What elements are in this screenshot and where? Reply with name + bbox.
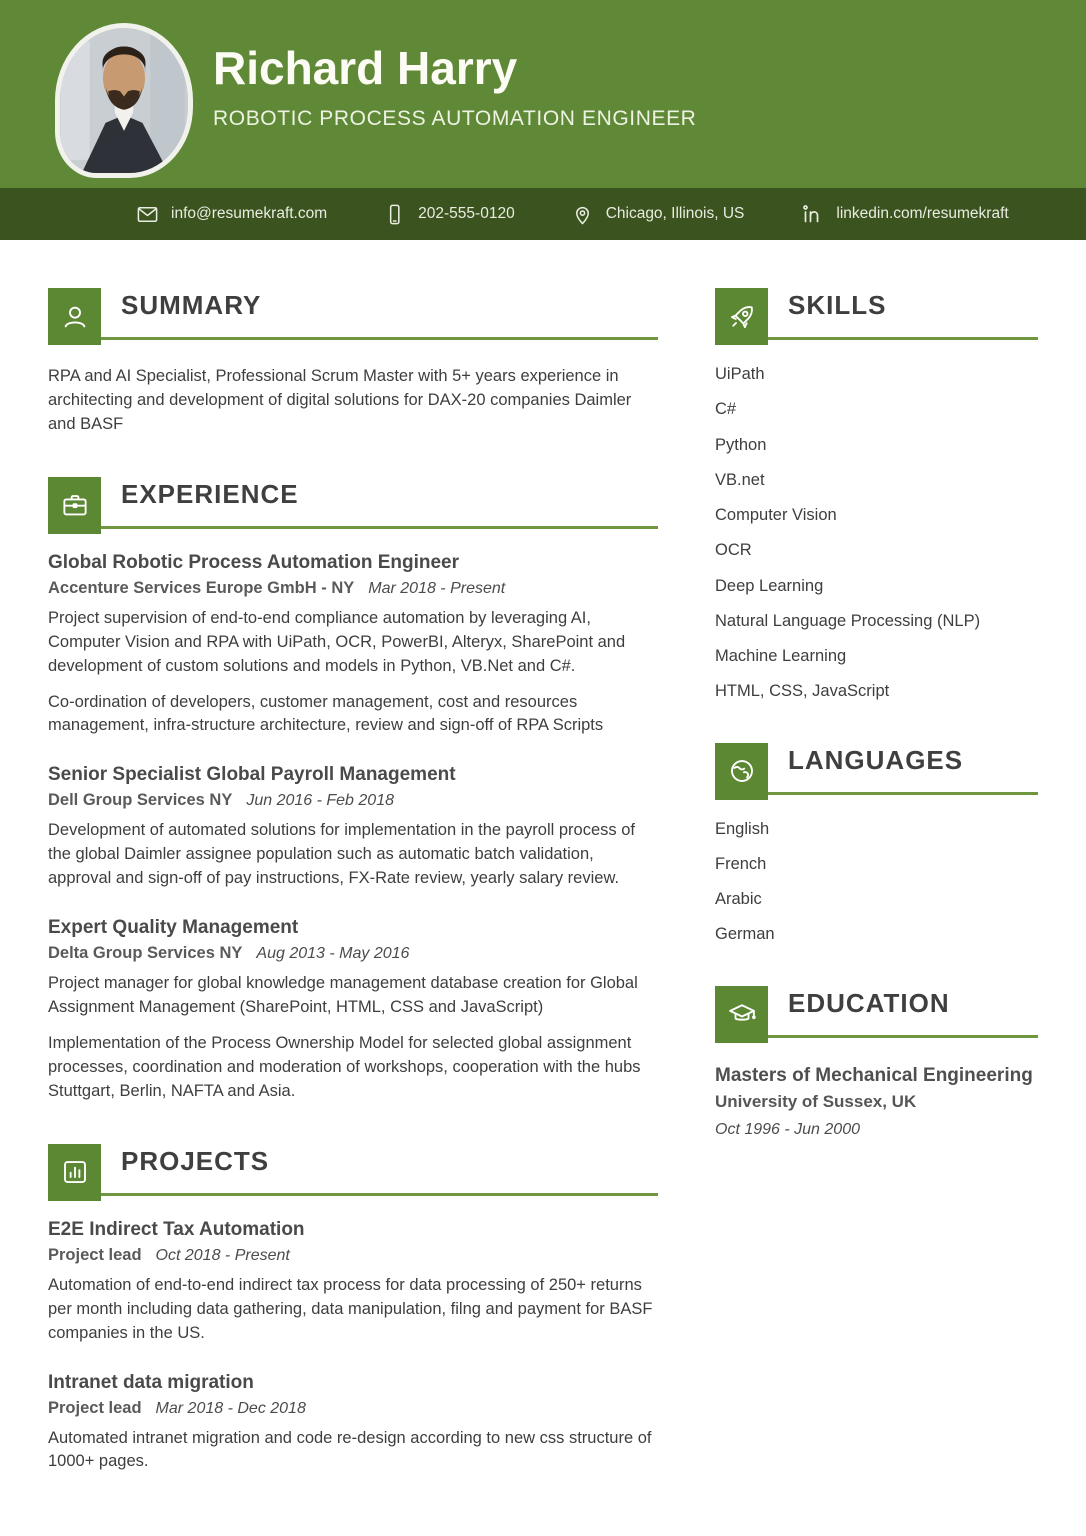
contact-email-text: info@resumekraft.com (171, 205, 328, 222)
person-name: Richard Harry (213, 42, 518, 94)
job-meta (48, 791, 658, 810)
job-meta (48, 944, 658, 963)
skills-list (715, 363, 1038, 703)
project-role: Project lead (48, 1245, 142, 1264)
project-meta (48, 1399, 658, 1418)
project-item (48, 1372, 658, 1475)
project-role: Project lead (48, 1398, 142, 1417)
avatar (55, 23, 193, 178)
education-rule (768, 1035, 1038, 1038)
job-company: Accenture Services Europe GmbH - NY (48, 578, 355, 597)
languages-header (715, 743, 1038, 800)
contact-email[interactable] (136, 203, 327, 226)
experience-rule (101, 526, 658, 529)
projects-rule (101, 1193, 658, 1196)
person-title: ROBOTIC PROCESS AUTOMATION ENGINEER (213, 107, 697, 131)
contact-location-text: Chicago, Illinois, US (605, 205, 745, 222)
section-skills (715, 288, 1038, 703)
section-title-languages: LANGUAGES (788, 744, 964, 775)
skills-header (715, 288, 1038, 345)
summary-text: RPA and AI Specialist, Professional Scrum Master with 5+ years experience in architecting and development of digital solutions for DAX-20 companies Daimler and BASF (48, 367, 632, 433)
section-summary (48, 288, 658, 437)
contact-location (571, 203, 745, 226)
smartphone-icon (383, 203, 406, 226)
project-title: E2E Indirect Tax Automation (48, 1218, 305, 1240)
skill-item: Natural Language Processing (NLP) (715, 611, 981, 630)
job-dates: Aug 2013 - May 2016 (256, 945, 410, 963)
experience-list (48, 552, 658, 1104)
project-description: Automated intranet migration and code re-design according to new css structure of 1000+ pages. (48, 1428, 652, 1471)
graduation-cap-icon (715, 986, 768, 1043)
education-degree: Masters of Mechanical Engineering (715, 1064, 1033, 1086)
globe-icon (715, 743, 768, 800)
project-dates: Oct 2018 - Present (155, 1246, 290, 1264)
project-description: Automation of end-to-end indirect tax process for data processing of 250+ returns per month including data gathering, data manipulation, filng and payment for BASF companies in the US. (48, 1275, 653, 1342)
contact-phone[interactable] (383, 203, 515, 226)
section-languages (715, 743, 1038, 946)
experience-item (48, 917, 658, 1104)
envelope-icon (136, 203, 159, 226)
right-column (715, 288, 1038, 1514)
education-school: University of Sussex, UK (715, 1092, 917, 1112)
job-dates: Mar 2018 - Present (368, 579, 506, 597)
map-pin-icon (571, 203, 594, 226)
language-item: French (715, 854, 767, 873)
experience-header (48, 477, 658, 534)
skill-item: VB.net (715, 470, 765, 489)
summary-rule (101, 337, 658, 340)
bar-chart-icon (48, 1144, 101, 1201)
briefcase-icon (48, 477, 101, 534)
header (0, 0, 1086, 188)
skill-item: Computer Vision (715, 506, 837, 525)
education-dates: Oct 1996 - Jun 2000 (715, 1121, 860, 1139)
skill-item: OCR (715, 541, 752, 560)
languages-list (715, 818, 1038, 946)
section-title-education: EDUCATION (788, 987, 950, 1018)
section-education (715, 986, 1038, 1140)
section-experience (48, 477, 658, 1104)
left-column (48, 288, 658, 1514)
language-item: English (715, 819, 770, 838)
job-title: Senior Specialist Global Payroll Management (48, 764, 456, 786)
skill-item: Python (715, 435, 767, 454)
section-projects (48, 1144, 658, 1475)
skill-item: HTML, CSS, JavaScript (715, 682, 890, 701)
contact-bar (0, 188, 1086, 240)
linkedin-icon (800, 202, 824, 226)
project-dates: Mar 2018 - Dec 2018 (155, 1399, 306, 1417)
skill-item: Deep Learning (715, 576, 824, 595)
section-title-summary: SUMMARY (121, 290, 262, 320)
skill-item: Machine Learning (715, 647, 847, 666)
job-company: Delta Group Services NY (48, 944, 243, 963)
projects-list (48, 1219, 658, 1475)
person-icon (48, 288, 101, 345)
avatar-photo-silhouette (60, 28, 188, 173)
languages-rule (768, 792, 1038, 795)
job-dates: Jun 2016 - Feb 2018 (246, 792, 394, 810)
experience-item (48, 764, 658, 891)
job-description: Co-ordination of developers, customer management, cost and resources management, infra-structure architecture, review and sign-off of RPA Scripts (48, 692, 604, 735)
skill-item: C# (715, 400, 737, 419)
section-title-projects: PROJECTS (121, 1145, 270, 1176)
rocket-icon (715, 288, 768, 345)
contact-linkedin[interactable] (800, 202, 1008, 226)
language-item: Arabic (715, 890, 762, 909)
projects-header (48, 1144, 658, 1201)
project-meta (48, 1246, 658, 1265)
language-item: German (715, 925, 775, 944)
job-title: Global Robotic Process Automation Engineer (48, 551, 460, 573)
job-title: Expert Quality Management (48, 917, 299, 939)
job-description: Project supervision of end-to-end compliance automation by leveraging AI, Computer Vision and RPA with UiPath, OCR, PowerBI, Alteryx, SharePoint and development of custom solutions and models in Python, VB.Net and C#. (48, 608, 626, 675)
skills-rule (768, 337, 1038, 340)
job-description: Development of automated solutions for implementation in the payroll process of the global Daimler assignee population such as automatic batch validation, approval and sign-off of pay instructions, FX-Rate review, yearly salary review. (48, 821, 635, 888)
job-meta (48, 579, 658, 598)
education-item (715, 1063, 1038, 1140)
summary-header (48, 288, 658, 345)
section-title-experience: EXPERIENCE (121, 478, 299, 509)
job-description: Project manager for global knowledge management database creation for Global Assignment Management (SharePoint, HTML, CSS and JavaScript) (48, 974, 638, 1017)
section-title-skills: SKILLS (788, 290, 887, 320)
project-title: Intranet data migration (48, 1371, 254, 1393)
education-header (715, 986, 1038, 1043)
contact-phone-text: 202-555-0120 (418, 205, 515, 222)
job-description: Implementation of the Process Ownership Model for selected global assignment processes, coordination and moderation of workshops, cooperation with the hubs Stuttgart, Berlin, NAFTA and Asia. (48, 1033, 641, 1100)
contact-linkedin-text: linkedin.com/resumekraft (836, 205, 1009, 222)
skill-item: UiPath (715, 365, 765, 383)
project-item (48, 1219, 658, 1346)
experience-item (48, 552, 658, 739)
resume-body (0, 240, 1086, 1514)
job-company: Dell Group Services NY (48, 791, 233, 810)
